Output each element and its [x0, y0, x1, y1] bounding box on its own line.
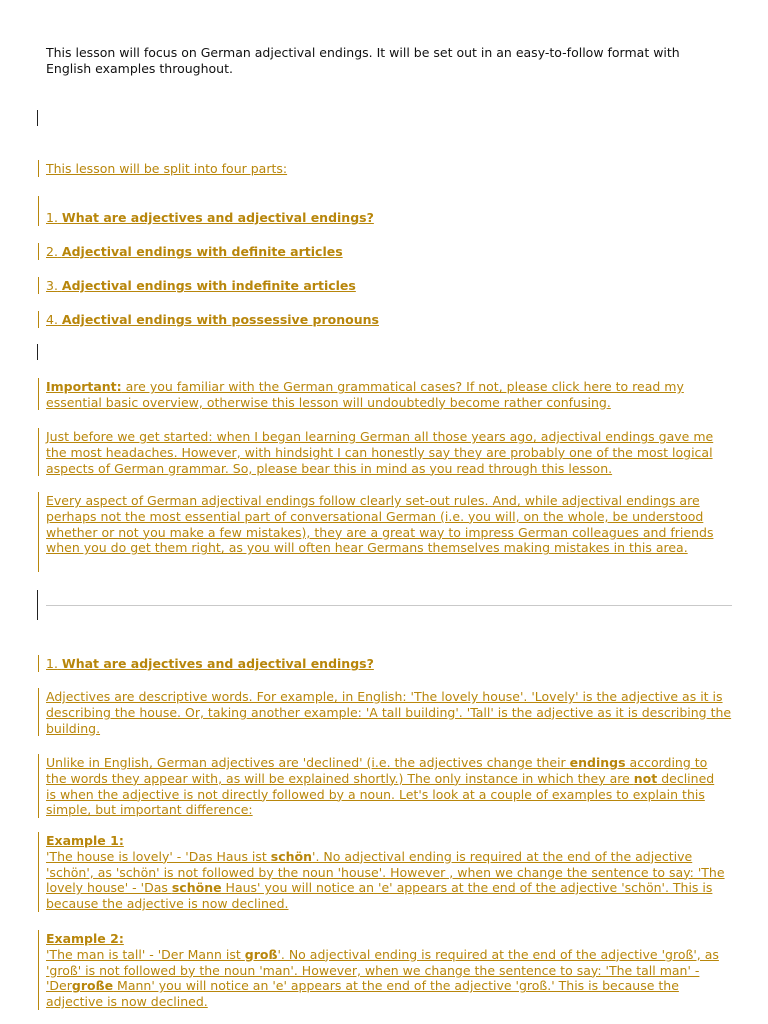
toc-item-title: Adjectival endings with indefinite articles [61, 278, 356, 293]
text-run: Unlike in English, German adjectives are 'declined' (i.e. the adjectives change their [46, 755, 570, 770]
toc-item-title: Adjectival endings with definite articles [61, 244, 343, 259]
text-run: 'The house is lovely' - 'Das Haus ist [46, 848, 271, 864]
text-run: '. No adjectival ending is required at the end of the adjective 'schön', as 'schön' is not followed by the noun 'house'. However , when we change the sentence to say: 'The lovely house' - 'Das [46, 848, 725, 896]
text-run: declined is when the adjective is not directly followed by a noun. Let's look at a couple of examples to explain this simple, but important difference: [46, 770, 715, 818]
toc-item-4[interactable] [46, 312, 736, 328]
toc-item-title: What are adjectives and adjectival endings? [61, 210, 374, 225]
block-bar [38, 428, 39, 476]
text-cursor [37, 344, 38, 360]
section-1-heading[interactable] [46, 656, 736, 672]
toc-item-title: Adjectival endings with possessive pronouns [61, 312, 379, 327]
text-cursor [37, 590, 38, 620]
rules-paragraph: Every aspect of German adjectival endings follow clearly set-out rules. And, while adjectival endings are perhaps not the most essential part of conversational German (i.e. you will, on the whole, be understood whether or not you make a few mistakes), they are a great way to impress German colleagues and friends when you do get them right, as you will often hear Germans themselves making mistakes in this area. [46, 493, 714, 556]
text-run: according to the words they appear with, as will be explained shortly.) The only instance in which they are [46, 755, 708, 786]
example-label: Example 1: [46, 833, 124, 848]
text-run: '. No adjectival ending is required at the end of the adjective 'groß', as 'groß' is not followed by the noun 'man'. However, when we change the sentence to say: 'The tall man' - 'Der [46, 946, 719, 994]
block-bar [38, 832, 39, 912]
toc-item-number: 2. [46, 244, 58, 259]
block-bar [38, 311, 39, 328]
block-bar [38, 655, 39, 672]
block-bar [38, 160, 39, 177]
toc-item-2[interactable] [46, 244, 736, 260]
toc-item-1[interactable] [46, 210, 736, 226]
toc-item-number: 1. [46, 210, 58, 225]
section-heading-title: What are adjectives and adjectival endings? [61, 656, 374, 671]
important-label: Important: [46, 379, 122, 394]
parts-intro: This lesson will be split into four parts: [46, 161, 288, 176]
emphasis-word: schöne [171, 880, 222, 896]
toc-item-number: 4. [46, 312, 58, 327]
important-paragraph[interactable] [46, 379, 726, 411]
emphasis-word: schön [270, 848, 313, 864]
block-bar [38, 688, 39, 736]
text-run: Haus' you will notice an 'e' appears at the end of the adjective 'schön'. This is because the adjective is now declined. [46, 880, 713, 912]
emphasis-word: groß [244, 946, 278, 962]
text-run: Mann' you will notice an 'e' appears at the end of the adjective 'groß.' This is because the adjective is now declined. [46, 978, 679, 1010]
emphasis-word: große [71, 978, 114, 994]
emphasis-not: not [633, 770, 658, 786]
block-bar [38, 277, 39, 294]
example-1 [46, 833, 736, 912]
section-heading-number: 1. [46, 656, 58, 671]
adjectives-definition-paragraph: Adjectives are descriptive words. For example, in English: 'The lovely house'. 'Lovely' is the adjective as it is describing the house. Or, taking another example: 'A tall building'. 'Tall' is the adjective as it is describing the building. [46, 689, 732, 736]
block-bar [38, 378, 39, 410]
declension-paragraph [46, 755, 726, 818]
toc-item-3[interactable] [46, 278, 736, 294]
block-bar [38, 196, 39, 226]
block-bar [38, 243, 39, 260]
example-2 [46, 931, 736, 1010]
horizontal-rule [46, 605, 732, 606]
before-start-paragraph: Just before we get started: when I began learning German all those years ago, adjectival endings gave me the most headaches. However, with hindsight I can honestly say they are probably one of the most logical aspects of German grammar. So, please bear this in mind as you read through this lesson. [46, 429, 714, 476]
example-label: Example 2: [46, 931, 124, 946]
block-bar [38, 930, 39, 1010]
emphasis-endings: endings [569, 755, 626, 770]
block-bar [38, 754, 39, 818]
block-bar [38, 492, 39, 572]
text-run: 'The man is tall' - 'Der Mann ist [46, 946, 245, 962]
important-text: are you familiar with the German grammatical cases? If not, please click here to read my essential basic overview, otherwise this lesson will undoubtedly become rather confusing. [46, 379, 684, 410]
toc-item-number: 3. [46, 278, 58, 293]
intro-paragraph: This lesson will focus on German adjectival endings. It will be set out in an easy-to-follow format with English examples throughout. [46, 45, 680, 76]
text-cursor [37, 110, 38, 126]
